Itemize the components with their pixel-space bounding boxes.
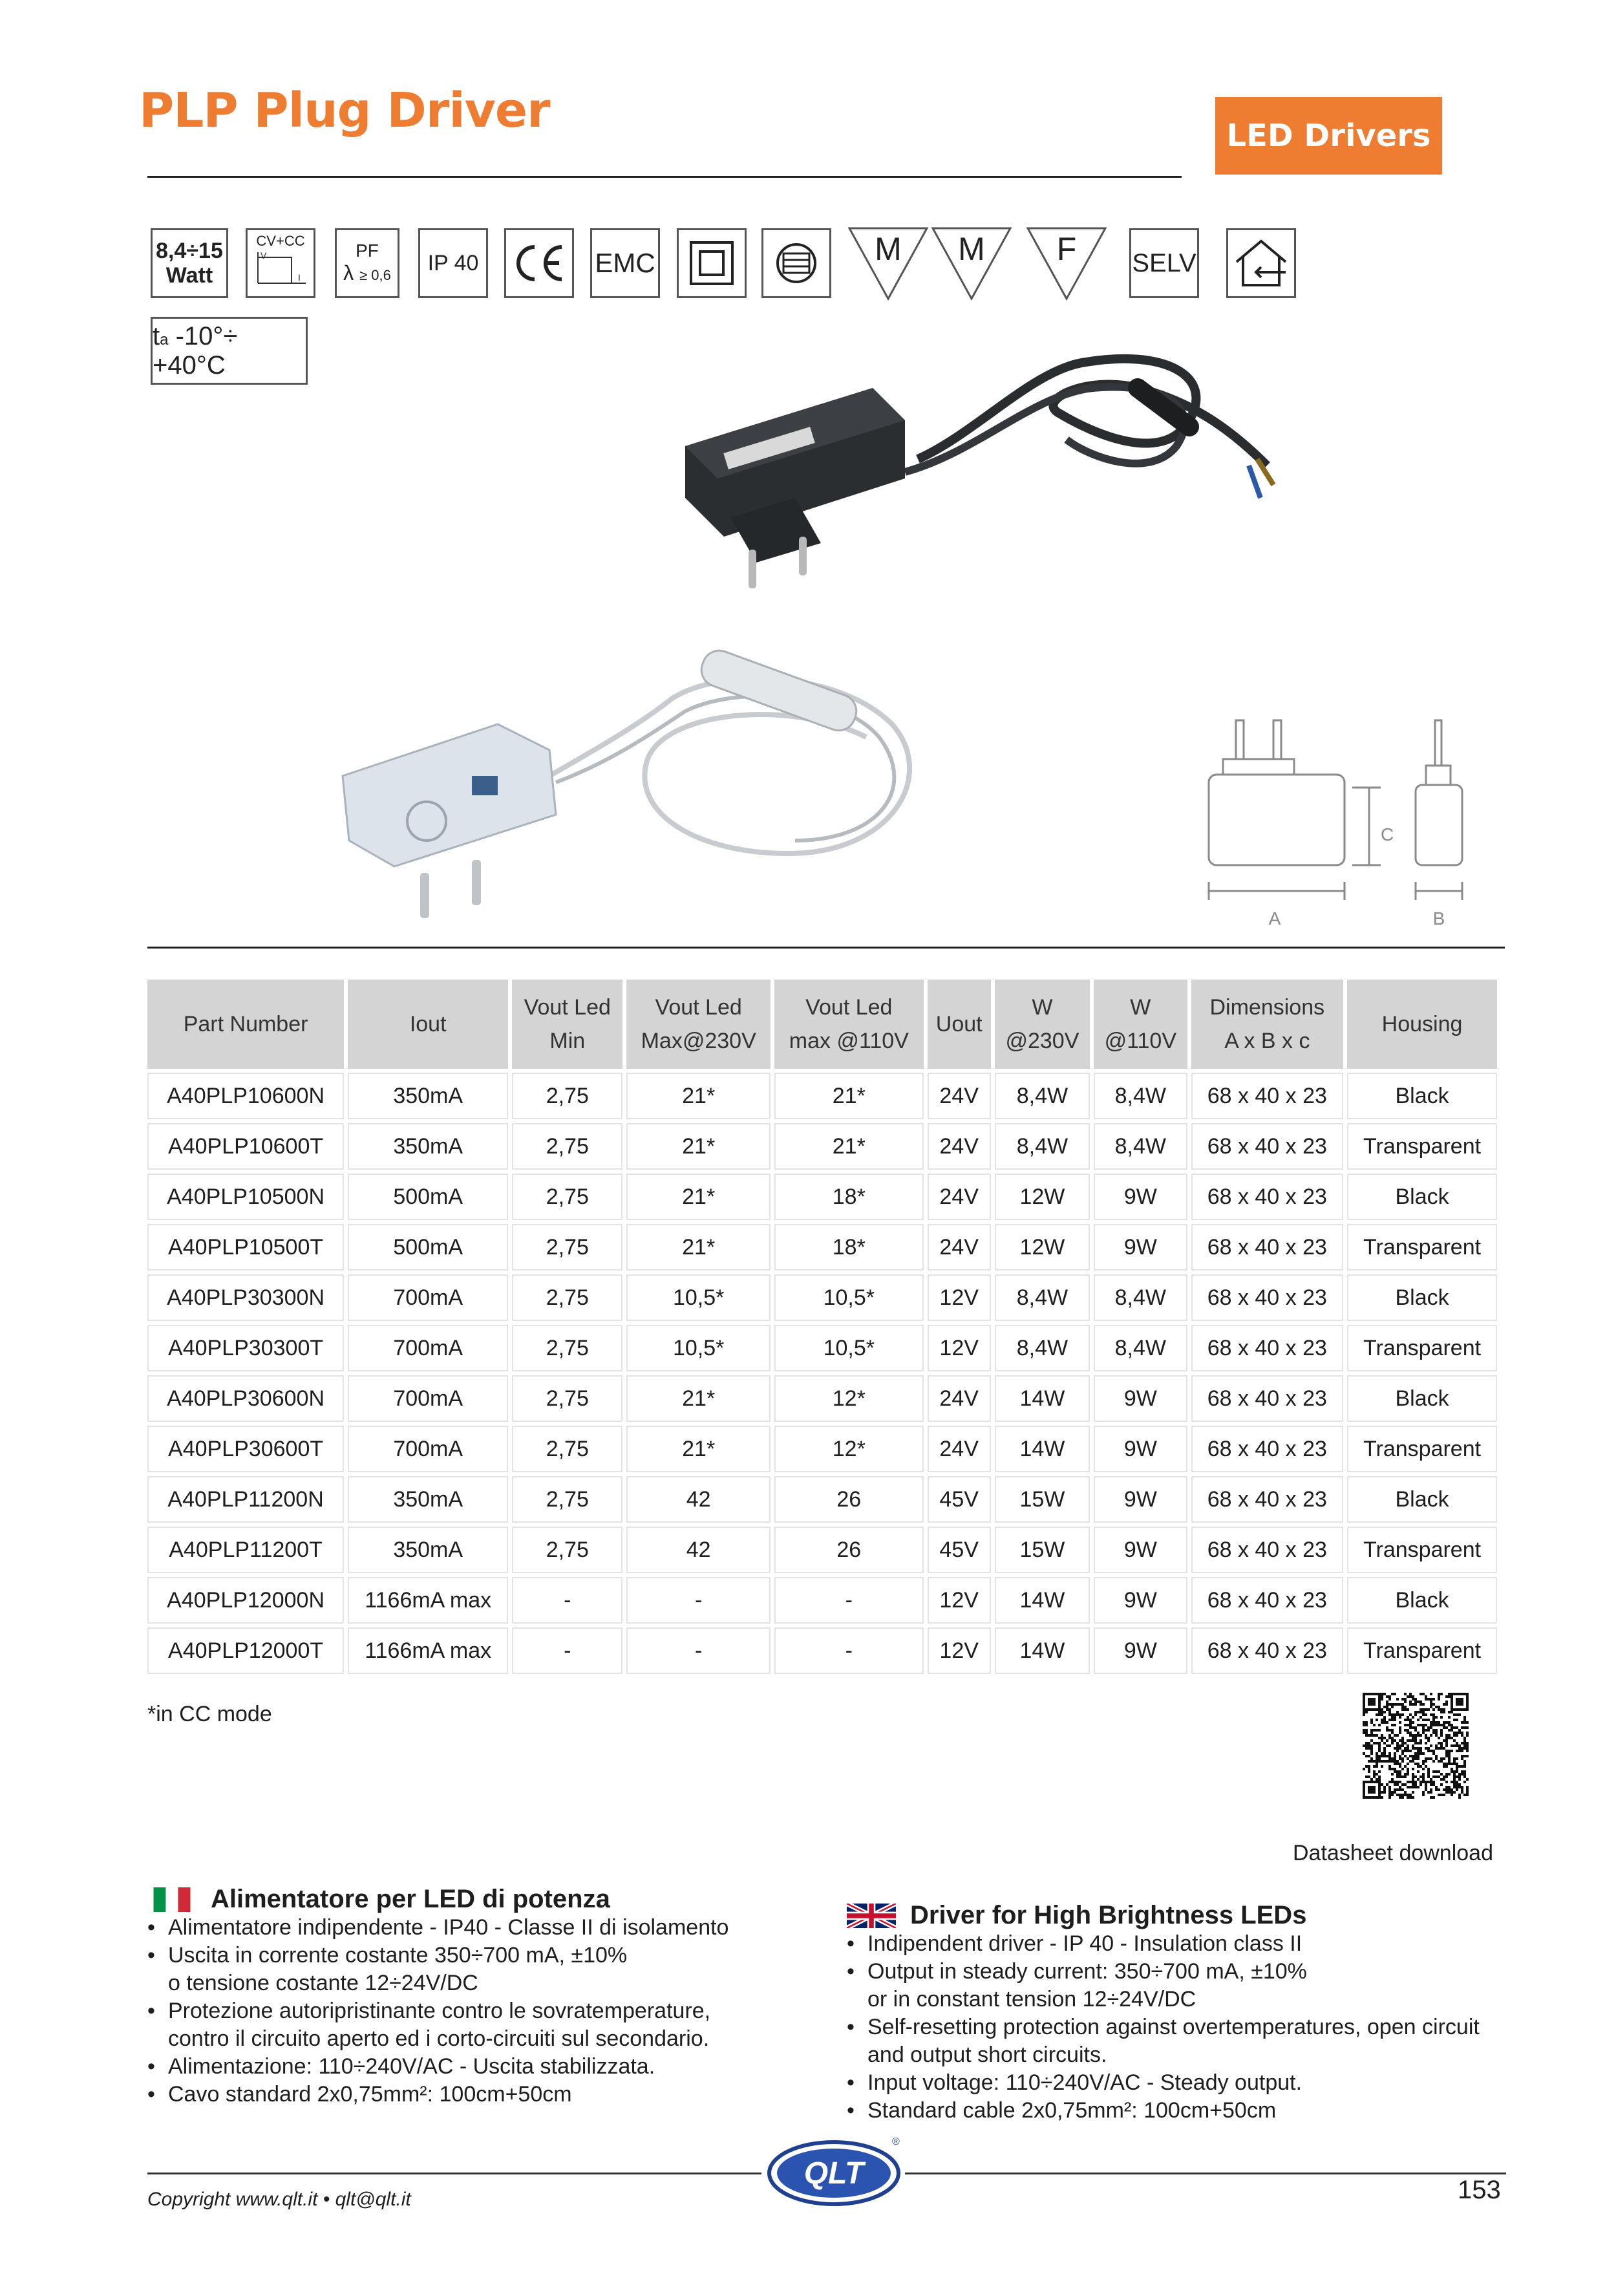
power-factor-icon	[335, 228, 399, 298]
class-ii-insulation-icon	[677, 228, 747, 298]
transformer-symbol-icon	[771, 241, 822, 286]
table-row	[147, 1174, 1497, 1220]
bullet-item: contro il circuito aperto ed i corto-circuiti sul secondario.	[168, 2026, 710, 2051]
cell-w-110: 9W	[1094, 1627, 1187, 1674]
cell-w-110: 8,4W	[1094, 1123, 1187, 1170]
footer-rule-right	[905, 2173, 1506, 2174]
table-row	[147, 1274, 1497, 1321]
lambda-symbol: λ	[343, 261, 354, 284]
header-line: Vout Led	[805, 995, 893, 1020]
cell-w-110: 9W	[1094, 1174, 1187, 1220]
f-mark-icon	[1026, 226, 1107, 303]
cell-vout-min: 2,75	[512, 1325, 622, 1371]
table-body	[147, 1073, 1497, 1674]
cell-part-number: A40PLP11200T	[147, 1527, 344, 1573]
bullet-item: • Indipendent driver - IP 40 - Insulation class II	[847, 1930, 1513, 1958]
cell-housing: Transparent	[1347, 1224, 1497, 1271]
table-row	[147, 1073, 1497, 1119]
cell-iout: 350mA	[348, 1073, 508, 1119]
cell-part-number: A40PLP30300N	[147, 1274, 344, 1321]
header-line: Uout	[935, 1012, 983, 1036]
cell-vout-max-230: 21*	[626, 1073, 771, 1119]
cell-housing: Transparent	[1347, 1325, 1497, 1371]
cell-vout-min: -	[512, 1627, 622, 1674]
cell-part-number: A40PLP10600N	[147, 1073, 344, 1119]
cell-vout-max-110: 10,5*	[774, 1274, 924, 1321]
category-badge: LED Drivers	[1215, 97, 1442, 175]
axis-v-label: V	[260, 250, 267, 261]
cell-w-230: 8,4W	[995, 1274, 1090, 1321]
cell-part-number: A40PLP11200N	[147, 1476, 344, 1523]
cell-w-230: 8,4W	[995, 1073, 1090, 1119]
cell-dimensions: 68 x 40 x 23	[1191, 1274, 1344, 1321]
cell-housing: Black	[1347, 1577, 1497, 1624]
cell-vout-max-230: 21*	[626, 1224, 771, 1271]
header-line: W	[1130, 995, 1151, 1020]
cell-w-110: 8,4W	[1094, 1325, 1187, 1371]
datasheet-download-link[interactable]: Datasheet download	[1293, 1841, 1494, 1865]
cell-w-110: 9W	[1094, 1476, 1187, 1523]
italian-section	[147, 1885, 794, 2108]
cell-dimensions: 68 x 40 x 23	[1191, 1375, 1344, 1422]
cell-iout: 1166mA max	[348, 1627, 508, 1674]
cell-dimensions: 68 x 40 x 23	[1191, 1073, 1344, 1119]
transparent-driver-photo	[336, 647, 957, 957]
power-range: 8,4÷15	[156, 239, 223, 263]
dimension-drawing	[1202, 711, 1487, 931]
cell-uout: 12V	[928, 1627, 991, 1674]
header-line: max @110V	[789, 1029, 909, 1053]
cell-part-number: A40PLP30300T	[147, 1325, 344, 1371]
table-row	[147, 1627, 1497, 1674]
table-row	[147, 1325, 1497, 1371]
cell-vout-max-110: 18*	[774, 1174, 924, 1220]
cell-w-230: 12W	[995, 1224, 1090, 1271]
cell-uout: 24V	[928, 1426, 991, 1472]
m-mark-icon-1	[847, 226, 929, 303]
table-row	[147, 1426, 1497, 1472]
cell-vout-min: 2,75	[512, 1527, 622, 1573]
header-line: Max@230V	[641, 1029, 756, 1053]
cell-uout: 24V	[928, 1073, 991, 1119]
cell-housing: Black	[1347, 1073, 1497, 1119]
italian-bullets	[147, 1914, 794, 2108]
qlt-logo	[763, 2130, 905, 2215]
title-divider	[147, 176, 1182, 178]
uk-flag-icon	[847, 1904, 896, 1928]
cell-dimensions: 68 x 40 x 23	[1191, 1527, 1344, 1573]
cell-w-230: 8,4W	[995, 1325, 1090, 1371]
cell-housing: Black	[1347, 1476, 1497, 1523]
cell-uout: 45V	[928, 1527, 991, 1573]
header-line: Part Number	[183, 1012, 308, 1036]
cell-vout-min: 2,75	[512, 1174, 622, 1220]
cell-uout: 12V	[928, 1577, 991, 1624]
table-row	[147, 1224, 1497, 1271]
cell-housing: Black	[1347, 1174, 1497, 1220]
bullet-item: • Standard cable 2x0,75mm²: 100cm+50cm	[847, 2097, 1513, 2125]
cell-w-230: 14W	[995, 1577, 1090, 1624]
cell-vout-min: 2,75	[512, 1375, 622, 1422]
qr-code[interactable]	[1363, 1693, 1469, 1799]
cell-vout-max-110: -	[774, 1577, 924, 1624]
selv-icon: SELV	[1129, 228, 1199, 298]
ce-symbol-icon	[510, 241, 568, 286]
bullet-item: and output short circuits.	[867, 2043, 1107, 2067]
cell-w-230: 15W	[995, 1476, 1090, 1523]
header-housing	[1347, 980, 1497, 1069]
independent-driver-icon	[761, 228, 831, 298]
header-line: W	[1032, 995, 1053, 1020]
cell-w-110: 9W	[1094, 1224, 1187, 1271]
registered-mark: ®	[892, 2136, 900, 2147]
cell-vout-max-230: 21*	[626, 1426, 771, 1472]
cell-housing: Black	[1347, 1375, 1497, 1422]
cell-w-110: 9W	[1094, 1577, 1187, 1624]
house-icon	[1233, 237, 1290, 289]
cell-vout-max-110: 10,5*	[774, 1325, 924, 1371]
cell-uout: 24V	[928, 1174, 991, 1220]
cell-part-number: A40PLP30600T	[147, 1426, 344, 1472]
header-line: Housing	[1381, 1012, 1463, 1036]
cell-vout-min: 2,75	[512, 1224, 622, 1271]
cell-part-number: A40PLP30600N	[147, 1375, 344, 1422]
cell-iout: 700mA	[348, 1375, 508, 1422]
cell-vout-min: 2,75	[512, 1073, 622, 1119]
table-header-row	[147, 980, 1497, 1069]
bullet-item: • Protezione autoripristinante contro le sovratemperature,	[147, 1997, 794, 2025]
cell-vout-max-230: -	[626, 1577, 771, 1624]
table-footnote: *in CC mode	[147, 1702, 272, 1726]
cell-dimensions: 68 x 40 x 23	[1191, 1627, 1344, 1674]
pf-value: ≥ 0,6	[359, 267, 391, 283]
cell-dimensions: 68 x 40 x 23	[1191, 1426, 1344, 1472]
header-line: @110V	[1104, 1029, 1177, 1053]
cell-housing: Transparent	[1347, 1527, 1497, 1573]
cell-uout: 24V	[928, 1375, 991, 1422]
cell-vout-max-230: -	[626, 1627, 771, 1674]
cell-iout: 700mA	[348, 1426, 508, 1472]
header-iout	[348, 980, 508, 1069]
cell-uout: 24V	[928, 1224, 991, 1271]
temp-range: -10°÷ +40°C	[153, 321, 238, 380]
copyright-text[interactable]: Copyright www.qlt.it • qlt@qlt.it	[147, 2189, 411, 2210]
cell-w-230: 8,4W	[995, 1123, 1090, 1170]
cell-part-number: A40PLP12000T	[147, 1627, 344, 1674]
bullet-item: or in constant tension 12÷24V/DC	[867, 1987, 1196, 2012]
cell-vout-max-110: -	[774, 1627, 924, 1674]
indoor-use-icon	[1226, 228, 1296, 298]
cell-vout-min: -	[512, 1577, 622, 1624]
cell-dimensions: 68 x 40 x 23	[1191, 1325, 1344, 1371]
cell-iout: 500mA	[348, 1174, 508, 1220]
m-letter-2: M	[958, 231, 985, 267]
m-letter-1: M	[875, 231, 902, 267]
temp-subscript: a	[160, 330, 169, 349]
header-w-110	[1094, 980, 1187, 1069]
cell-w-230: 15W	[995, 1527, 1090, 1573]
cell-uout: 12V	[928, 1325, 991, 1371]
header-line: Min	[549, 1029, 586, 1053]
bullet-item: • Alimentatore indipendente - IP40 - Classe II di isolamento	[147, 1914, 794, 1942]
cell-w-230: 14W	[995, 1426, 1090, 1472]
cell-iout: 700mA	[348, 1325, 508, 1371]
cell-iout: 700mA	[348, 1274, 508, 1321]
cell-w-110: 9W	[1094, 1527, 1187, 1573]
cell-vout-max-230: 21*	[626, 1123, 771, 1170]
bullet-item: • Uscita in corrente costante 350÷700 mA, ±10%	[147, 1942, 794, 1969]
dimension-c-label: C	[1381, 824, 1394, 844]
pf-label: PF	[356, 241, 379, 261]
cell-housing: Transparent	[1347, 1123, 1497, 1170]
bullet-item: • Input voltage: 110÷240V/AC - Steady output.	[847, 2069, 1513, 2097]
cell-iout: 1166mA max	[348, 1577, 508, 1624]
cell-vout-max-230: 21*	[626, 1174, 771, 1220]
vi-graph-icon	[253, 250, 308, 288]
italian-title: Alimentatore per LED di potenza	[211, 1885, 610, 1913]
cell-vout-min: 2,75	[512, 1476, 622, 1523]
header-line: A x B x c	[1224, 1029, 1310, 1053]
header-line: Vout Led	[655, 995, 742, 1020]
table-row	[147, 1123, 1497, 1170]
bullet-item: • Cavo standard 2x0,75mm²: 100cm+50cm	[147, 2081, 794, 2108]
black-driver-photo	[672, 349, 1293, 608]
header-w-230	[995, 980, 1090, 1069]
dimension-b-label: B	[1432, 908, 1445, 928]
footer-rule-left	[147, 2173, 761, 2174]
header-line: Iout	[409, 1012, 447, 1036]
cell-dimensions: 68 x 40 x 23	[1191, 1224, 1344, 1271]
table-row	[147, 1527, 1497, 1573]
axis-i-label: I	[298, 272, 301, 283]
double-square-icon	[688, 240, 735, 286]
cv-cc-label: CV+CC	[256, 233, 305, 249]
header-line: @230V	[1005, 1029, 1079, 1053]
cell-vout-min: 2,75	[512, 1123, 622, 1170]
cell-dimensions: 68 x 40 x 23	[1191, 1174, 1344, 1220]
cell-housing: Transparent	[1347, 1627, 1497, 1674]
cell-vout-min: 2,75	[512, 1426, 622, 1472]
specifications-table	[144, 976, 1501, 1678]
cell-vout-max-230: 21*	[626, 1375, 771, 1422]
bullet-item: • Alimentazione: 110÷240V/AC - Uscita stabilizzata.	[147, 2053, 794, 2081]
header-uout	[928, 980, 991, 1069]
header-part-number	[147, 980, 344, 1069]
table-divider	[147, 947, 1505, 949]
cv-cc-icon	[246, 228, 315, 298]
cell-housing: Transparent	[1347, 1426, 1497, 1472]
cell-w-110: 8,4W	[1094, 1274, 1187, 1321]
cell-vout-max-230: 42	[626, 1527, 771, 1573]
cell-vout-max-110: 12*	[774, 1375, 924, 1422]
ip-rating-icon: IP 40	[418, 228, 488, 298]
m-mark-icon-2	[931, 226, 1012, 303]
table-row	[147, 1577, 1497, 1624]
cell-vout-max-110: 26	[774, 1476, 924, 1523]
table-row	[147, 1476, 1497, 1523]
ce-mark-icon	[504, 228, 574, 298]
cell-housing: Black	[1347, 1274, 1497, 1321]
cell-vout-min: 2,75	[512, 1274, 622, 1321]
bullet-item: • Output in steady current: 350÷700 mA, ±10%	[847, 1958, 1513, 1986]
cell-vout-max-110: 18*	[774, 1224, 924, 1271]
cell-vout-max-230: 10,5*	[626, 1325, 771, 1371]
cell-iout: 350mA	[348, 1476, 508, 1523]
page-title: PLP Plug Driver	[139, 83, 550, 138]
cell-vout-max-110: 26	[774, 1527, 924, 1573]
cell-w-110: 9W	[1094, 1375, 1187, 1422]
header-dimensions	[1191, 980, 1344, 1069]
cell-iout: 500mA	[348, 1224, 508, 1271]
cell-w-230: 12W	[995, 1174, 1090, 1220]
qlt-logo-text: QLT	[803, 2156, 864, 2191]
header-line: Dimensions	[1209, 995, 1325, 1020]
cell-vout-max-110: 21*	[774, 1123, 924, 1170]
cell-vout-max-110: 21*	[774, 1073, 924, 1119]
cell-w-110: 9W	[1094, 1426, 1187, 1472]
page-number: 153	[1458, 2176, 1501, 2204]
header-vout-max-110	[774, 980, 924, 1069]
cell-vout-max-230: 10,5*	[626, 1274, 771, 1321]
cell-part-number: A40PLP10500N	[147, 1174, 344, 1220]
f-letter: F	[1056, 231, 1077, 267]
emc-icon: EMC	[590, 228, 660, 298]
cell-part-number: A40PLP10500T	[147, 1224, 344, 1271]
ambient-temperature-icon: ta -10°÷ +40°C	[151, 317, 308, 385]
cell-uout: 12V	[928, 1274, 991, 1321]
english-title: Driver for High Brightness LEDs	[910, 1901, 1307, 1929]
power-rating-icon	[151, 228, 228, 298]
cell-w-230: 14W	[995, 1375, 1090, 1422]
power-unit: Watt	[165, 263, 213, 288]
cell-iout: 350mA	[348, 1123, 508, 1170]
cell-part-number: A40PLP10600T	[147, 1123, 344, 1170]
header-vout-max-230	[626, 980, 771, 1069]
cell-vout-max-110: 12*	[774, 1426, 924, 1472]
cell-w-110: 8,4W	[1094, 1073, 1187, 1119]
cell-dimensions: 68 x 40 x 23	[1191, 1577, 1344, 1624]
cell-w-230: 14W	[995, 1627, 1090, 1674]
dimension-a-label: A	[1268, 908, 1281, 928]
header-vout-min	[512, 980, 622, 1069]
cell-part-number: A40PLP12000N	[147, 1577, 344, 1624]
cell-dimensions: 68 x 40 x 23	[1191, 1123, 1344, 1170]
cell-vout-max-230: 42	[626, 1476, 771, 1523]
bullet-item: o tensione costante 12÷24V/DC	[168, 1971, 478, 1995]
cell-uout: 45V	[928, 1476, 991, 1523]
cell-uout: 24V	[928, 1123, 991, 1170]
header-line: Vout Led	[524, 995, 611, 1020]
table-row	[147, 1375, 1497, 1422]
cell-iout: 350mA	[348, 1527, 508, 1573]
bullet-item: • Self-resetting protection against overtemperatures, open circuit	[847, 2013, 1513, 2041]
english-section	[847, 1901, 1513, 2125]
cell-dimensions: 68 x 40 x 23	[1191, 1476, 1344, 1523]
italian-flag-icon	[147, 1887, 197, 1912]
english-bullets	[847, 1930, 1513, 2125]
